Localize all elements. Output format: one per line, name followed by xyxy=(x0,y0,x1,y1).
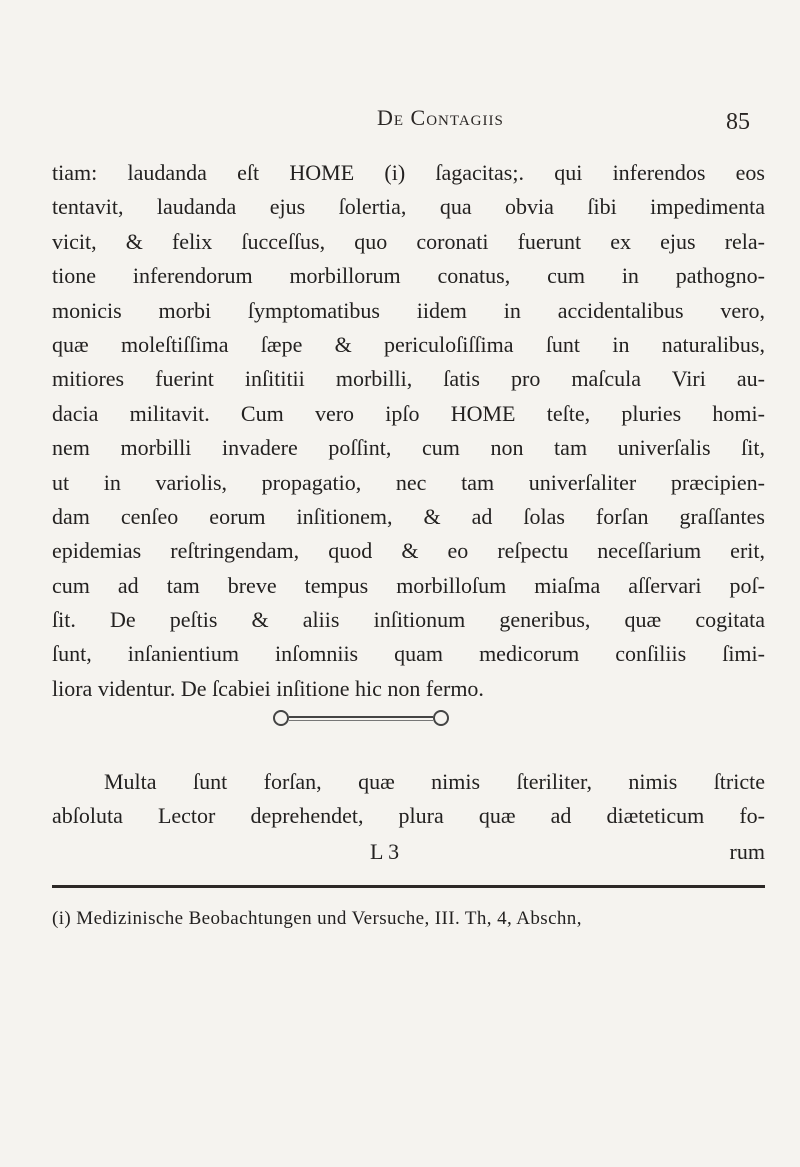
text-line: Multa ſunt forſan, quæ nimis ſteriliter, nimis ſtricte xyxy=(104,769,765,794)
page-number: 85 xyxy=(726,109,750,135)
text-line: dacia militavit. Cum vero ipſo HOME teſte, pluries homi- xyxy=(52,400,765,426)
text-line: nem morbilli invadere poſſint, cum non tam univerſalis ſit, xyxy=(52,435,765,461)
text-line: tentavit, laudanda ejus ſolertia, qua obvia ſibi impedimenta xyxy=(52,194,765,220)
signature-row xyxy=(52,835,765,869)
text-line: liora videntur. De ſcabiei inſitione hic non fermo. xyxy=(52,675,484,701)
catchword: rum xyxy=(729,839,765,864)
text-line: quæ moleſtiſſima ſæpe & periculoſiſſima ſunt in naturalibus, xyxy=(52,331,765,357)
text-line: mitiores fuerint inſititii morbilli, ſatis pro maſcula Viri au- xyxy=(52,366,765,392)
page-header xyxy=(60,103,750,143)
text-line: monicis morbi ſymptomatibus iidem in accidentalibus vero, xyxy=(52,297,765,323)
text-line: dam cenſeo eorum inſitionem, & ad ſolas forſan graſſantes xyxy=(52,503,765,529)
text-line: tione inferendorum morbillorum conatus, cum in pathogno- xyxy=(52,263,765,289)
text-line: ſunt, inſanientium inſomniis quam medicorum conſiliis ſimi- xyxy=(52,641,765,667)
separator-left-ornament xyxy=(273,710,289,726)
text-line: tiam: laudanda eſt HOME (i) ſagacitas;. qui inferendos eos xyxy=(52,160,765,185)
text-line: ut in variolis, propagatio, nec tam univerſaliter præcipien- xyxy=(52,469,765,495)
signature-mark: L 3 xyxy=(370,839,400,864)
separator-right-ornament xyxy=(433,710,449,726)
second-paragraph xyxy=(52,765,765,834)
footnote-divider xyxy=(52,885,765,888)
running-head: De Contagiis xyxy=(377,105,504,130)
text-line: epidemias reſtringendam, quod & eo reſpectu neceſſarium erit, xyxy=(52,538,765,564)
section-separator xyxy=(273,710,449,724)
text-line: cum ad tam breve tempus morbilloſum miaſma aſſervari poſ- xyxy=(52,572,765,598)
text-line: vicit, & felix ſucceſſus, quo coronati fuerunt ex ejus rela- xyxy=(52,228,765,254)
text-line: ſit. De peſtis & aliis inſitionum generibus, quæ cogitata xyxy=(52,607,765,633)
main-paragraph xyxy=(52,156,765,706)
footnote: (i) Medizinische Beobachtungen und Versuche, III. Th, 4, Abschn, xyxy=(52,908,582,929)
separator-rule xyxy=(289,716,433,718)
text-line: abſoluta Lector deprehendet, plura quæ ad diæteticum fo- xyxy=(52,803,765,829)
